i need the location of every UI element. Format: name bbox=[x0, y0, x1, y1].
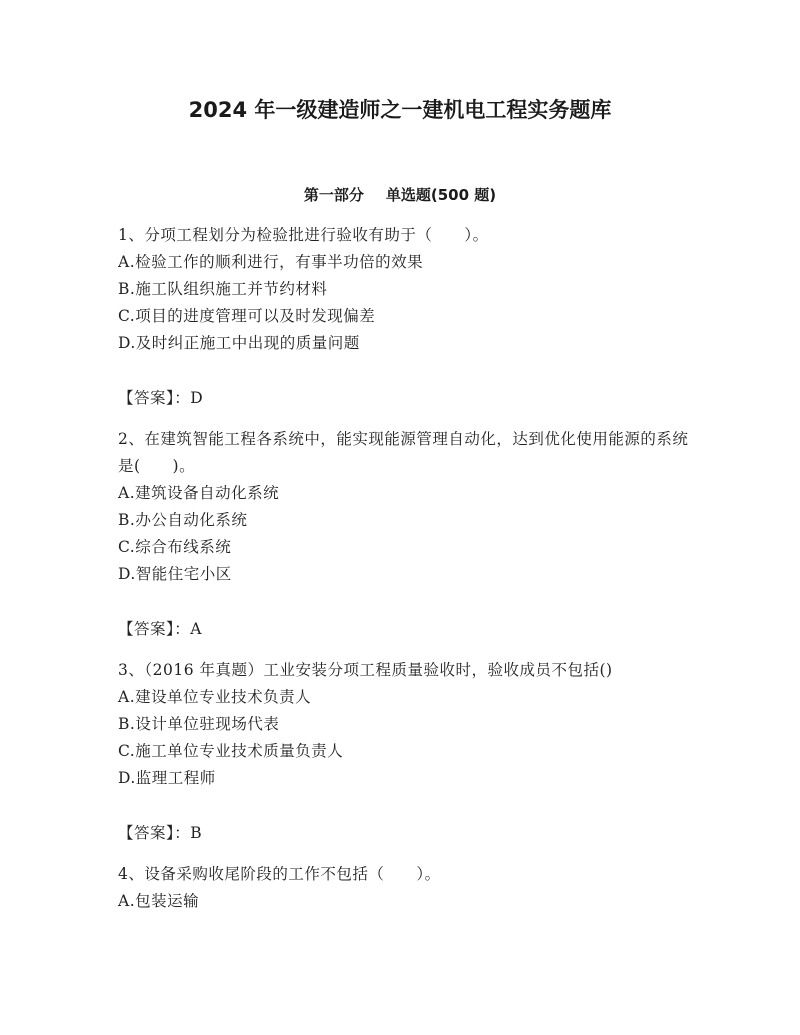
option-c: C.综合布线系统 bbox=[118, 538, 232, 556]
question-stem: 2、在建筑智能工程各系统中，能实现能源管理自动化，达到优化使用能源的系统是( )。 bbox=[118, 430, 689, 475]
question-stem: 4、设备采购收尾阶段的工作不包括（ ）。 bbox=[118, 865, 441, 883]
option-c: C.项目的进度管理可以及时发现偏差 bbox=[118, 307, 376, 325]
answer-value: D bbox=[190, 389, 204, 407]
option-d: D.智能住宅小区 bbox=[118, 565, 232, 583]
option-c: C.施工单位专业技术质量负责人 bbox=[118, 742, 344, 760]
question-4 bbox=[118, 861, 690, 915]
answer-value: A bbox=[190, 620, 202, 638]
option-a: A.包装运输 bbox=[118, 892, 200, 910]
option-b: B.办公自动化系统 bbox=[118, 511, 248, 529]
answer-line bbox=[118, 616, 690, 643]
option-a: A.建筑设备自动化系统 bbox=[118, 484, 280, 502]
option-d: D.及时纠正施工中出现的质量问题 bbox=[118, 334, 360, 352]
section-name: 单选题(500 题) bbox=[385, 186, 497, 204]
question-list bbox=[118, 222, 690, 915]
section-title bbox=[0, 184, 800, 205]
question-1 bbox=[118, 222, 690, 412]
answer-line bbox=[118, 385, 690, 412]
option-b: B.施工队组织施工并节约材料 bbox=[118, 280, 328, 298]
option-a: A.建设单位专业技术负责人 bbox=[118, 688, 312, 706]
answer-label: 【答案】： bbox=[118, 620, 191, 638]
answer-label: 【答案】： bbox=[118, 824, 191, 842]
question-stem: 1、分项工程划分为检验批进行验收有助于（ ）。 bbox=[118, 226, 489, 244]
question-2 bbox=[118, 426, 690, 643]
option-d: D.监理工程师 bbox=[118, 769, 216, 787]
answer-value: B bbox=[190, 824, 203, 842]
answer-line bbox=[118, 820, 690, 847]
document-title: 2024 年一级建造师之一建机电工程实务题库 bbox=[188, 98, 612, 122]
answer-label: 【答案】： bbox=[118, 389, 191, 407]
section-part: 第一部分 bbox=[303, 186, 364, 204]
option-a: A.检验工作的顺利进行，有事半功倍的效果 bbox=[118, 253, 424, 271]
option-b: B.设计单位驻现场代表 bbox=[118, 715, 280, 733]
question-stem: 3、（2016 年真题）工业安装分项工程质量验收时，验收成员不包括() bbox=[118, 661, 613, 679]
question-3 bbox=[118, 657, 690, 847]
